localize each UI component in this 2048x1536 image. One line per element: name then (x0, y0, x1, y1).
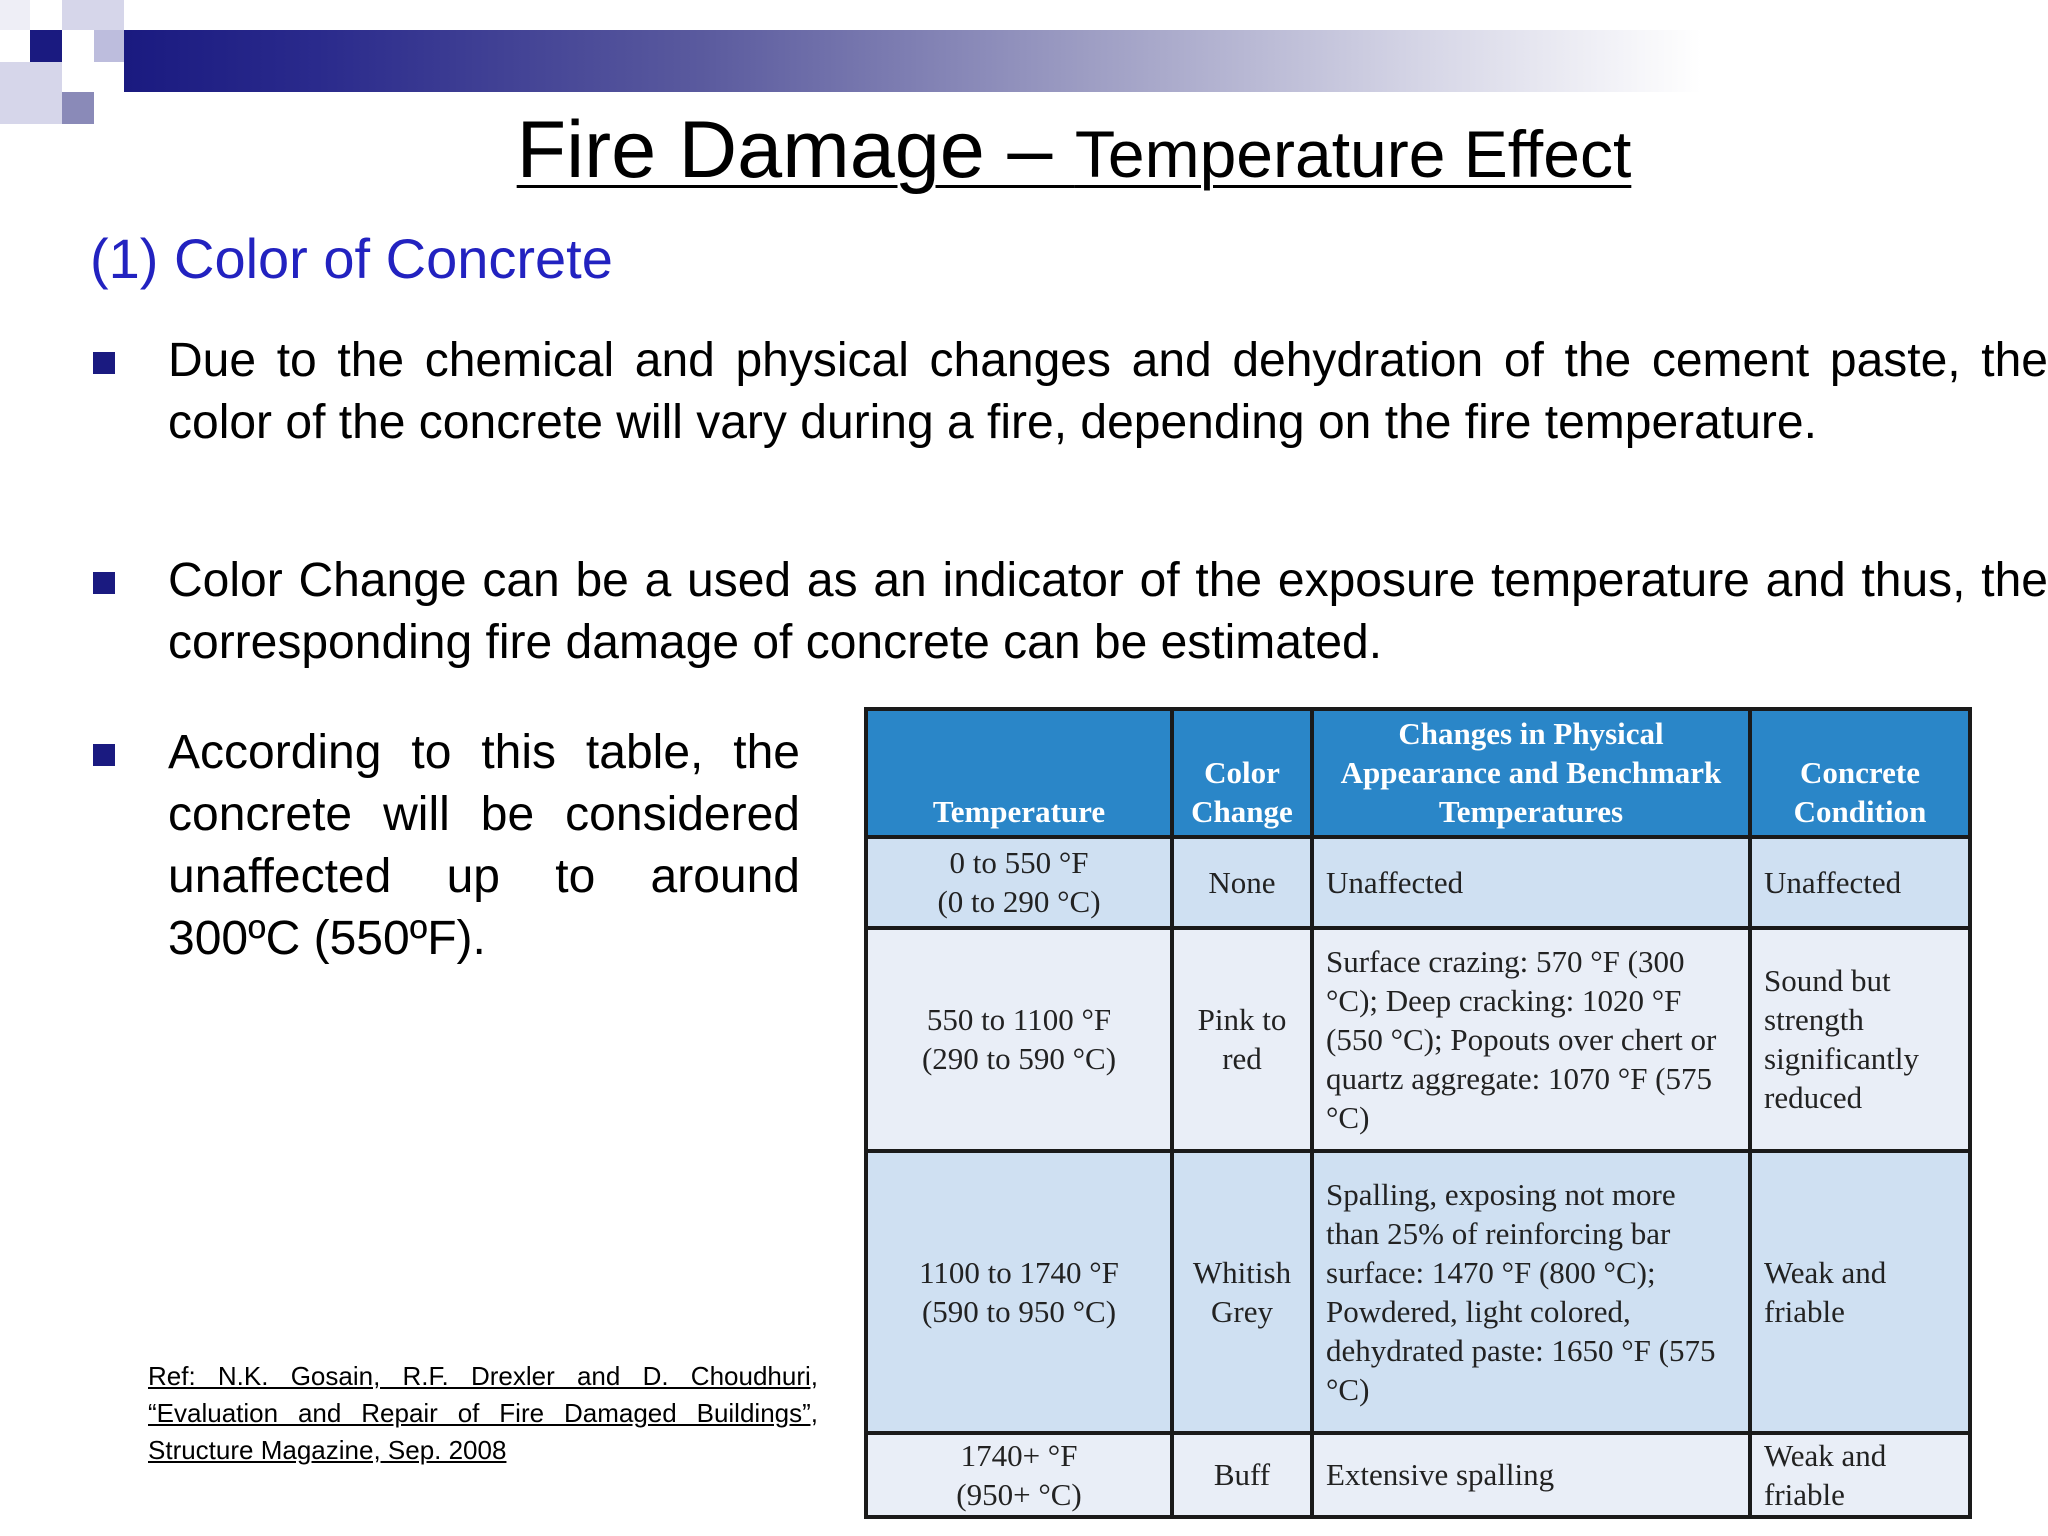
reference-citation: Ref: N.K. Gosain, R.F. Drexler and D. Choudhuri, “Evaluation and Repair of Fire Damaged Buildings”, Structure Magazine, Sep. 2008 (148, 1361, 818, 1465)
table-row (866, 837, 1970, 928)
header-square-decoration (94, 30, 124, 62)
temp-celsius: (0 to 290 °C) (937, 884, 1101, 920)
fire-damage-table (864, 707, 1972, 1519)
title-main: Fire Damage – (516, 105, 1075, 195)
table-row (866, 928, 1970, 1151)
bullet-text: According to this table, the concrete will be considered unaffected up to around 300ºC (550ºF). (168, 726, 800, 965)
cell-temperature (866, 1433, 1172, 1518)
temp-celsius: (590 to 950 °C) (921, 1293, 1117, 1329)
cell-changes: Spalling, exposing not more than 25% of reinforcing bar surface: 1470 °F (800 °C); Powdered, light colored, dehydrated paste: 1650 °F (575 °C) (1312, 1151, 1750, 1433)
square-bullet-icon (93, 352, 115, 374)
cell-temperature (866, 837, 1172, 928)
cell-color-change: Pink to red (1172, 928, 1312, 1151)
cell-changes: Surface crazing: 570 °F (300 °C); Deep cracking: 1020 °F (550 °C); Popouts over chert or quartz aggregate: 1070 °F (575 °C) (1312, 928, 1750, 1151)
bullet-text: Due to the chemical and physical changes and dehydration of the cement paste, the color of the concrete will vary during a fire, depending on the fire temperature. (168, 334, 2048, 449)
temp-celsius: (950+ °C) (956, 1476, 1082, 1512)
temp-celsius: (290 to 590 °C) (921, 1041, 1117, 1077)
header-changes: Changes in Physical Appearance and Benchmark Temperatures (1312, 709, 1750, 837)
bullet-text: Color Change can be a used as an indicator of the exposure temperature and thus, the corresponding fire damage of concrete can be estimated. (168, 554, 2048, 669)
cell-changes: Unaffected (1312, 837, 1750, 928)
square-bullet-icon (93, 572, 115, 594)
cell-color-change: Whitish Grey (1172, 1151, 1312, 1433)
cell-condition: Weak and friable (1750, 1151, 1970, 1433)
temp-fahrenheit: 0 to 550 °F (949, 845, 1089, 881)
header-temperature: Temperature (866, 709, 1172, 837)
cell-condition: Weak and friable (1750, 1433, 1970, 1518)
cell-condition: Sound but strength significantly reduced (1750, 928, 1970, 1151)
cell-temperature (866, 1151, 1172, 1433)
table-row (866, 1433, 1970, 1518)
header-condition: Concrete Condition (1750, 709, 1970, 837)
table-row (866, 1151, 1970, 1433)
cell-color-change: Buff (1172, 1433, 1312, 1518)
cell-temperature (866, 928, 1172, 1151)
page-title (0, 104, 2048, 197)
cell-condition: Unaffected (1750, 837, 1970, 928)
temp-fahrenheit: 1740+ °F (960, 1437, 1078, 1473)
header-square-decoration (30, 30, 62, 62)
header-gradient-bar (124, 30, 2048, 92)
cell-color-change: None (1172, 837, 1312, 928)
temp-fahrenheit: 550 to 1100 °F (926, 1002, 1112, 1038)
title-sub: Temperature Effect (1074, 117, 1632, 191)
square-bullet-icon (93, 744, 115, 766)
table-header-row (866, 709, 1970, 837)
header-color-change: Color Change (1172, 709, 1312, 837)
header-square-decoration (0, 0, 30, 30)
temp-fahrenheit: 1100 to 1740 °F (919, 1254, 1119, 1290)
header-square-decoration (62, 0, 124, 30)
section-heading: (1) Color of Concrete (90, 227, 613, 290)
cell-changes: Extensive spalling (1312, 1433, 1750, 1518)
